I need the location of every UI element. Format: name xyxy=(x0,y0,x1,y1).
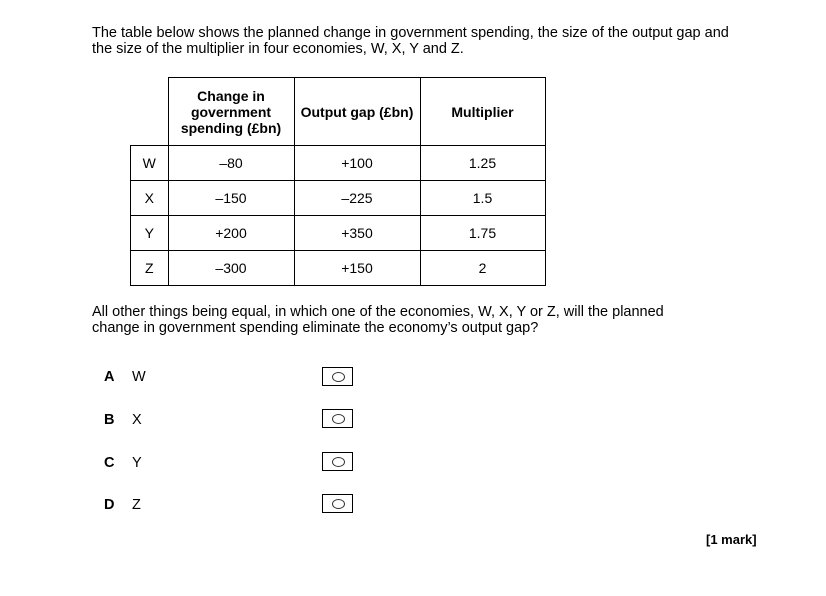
radio-oval-icon xyxy=(332,414,345,424)
radio-oval-icon xyxy=(332,499,345,509)
option-letter: B xyxy=(104,412,115,428)
cell-change: +200 xyxy=(168,216,294,251)
cell-change: –300 xyxy=(168,251,294,286)
option-text: Z xyxy=(132,497,141,513)
cell-gap: –225 xyxy=(294,181,420,216)
header-change: Change in government spending (£bn) xyxy=(168,78,294,146)
table-row xyxy=(131,146,546,181)
cell-multiplier: 1.25 xyxy=(420,146,545,181)
cell-multiplier: 1.75 xyxy=(420,216,545,251)
row-label: Y xyxy=(131,216,169,251)
option-b-radio[interactable] xyxy=(322,409,353,428)
table-header-row xyxy=(131,78,546,146)
table-row xyxy=(131,251,546,286)
option-b xyxy=(104,411,142,429)
header-multiplier: Multiplier xyxy=(420,78,545,146)
option-a xyxy=(104,368,146,386)
option-letter: D xyxy=(104,497,115,513)
option-letter: C xyxy=(104,455,115,471)
option-text: W xyxy=(132,369,146,385)
corner-cell xyxy=(131,78,169,146)
radio-oval-icon xyxy=(332,372,345,382)
table-row xyxy=(131,181,546,216)
header-output-gap: Output gap (£bn) xyxy=(294,78,420,146)
cell-gap: +150 xyxy=(294,251,420,286)
table-row xyxy=(131,216,546,251)
row-label: W xyxy=(131,146,169,181)
cell-gap: +350 xyxy=(294,216,420,251)
option-text: X xyxy=(132,412,142,428)
economies-table xyxy=(130,77,546,286)
cell-change: –80 xyxy=(168,146,294,181)
option-c xyxy=(104,454,142,472)
option-a-radio[interactable] xyxy=(322,367,353,386)
cell-gap: +100 xyxy=(294,146,420,181)
mark-allocation: [1 mark] xyxy=(706,532,757,547)
row-label: Z xyxy=(131,251,169,286)
intro-text: The table below shows the planned change in government spending, the size of the output gap and the size of the multiplier in four economies, W, X, Y and Z. xyxy=(92,25,729,57)
option-d-radio[interactable] xyxy=(322,494,353,513)
option-text: Y xyxy=(132,455,142,471)
cell-multiplier: 2 xyxy=(420,251,545,286)
question-text: All other things being equal, in which one of the economies, W, X, Y or Z, will the planned change in government spending eliminate the economy’s output gap? xyxy=(92,304,664,336)
option-d xyxy=(104,496,141,514)
option-c-radio[interactable] xyxy=(322,452,353,471)
cell-change: –150 xyxy=(168,181,294,216)
option-letter: A xyxy=(104,369,115,385)
row-label: X xyxy=(131,181,169,216)
radio-oval-icon xyxy=(332,457,345,467)
cell-multiplier: 1.5 xyxy=(420,181,545,216)
